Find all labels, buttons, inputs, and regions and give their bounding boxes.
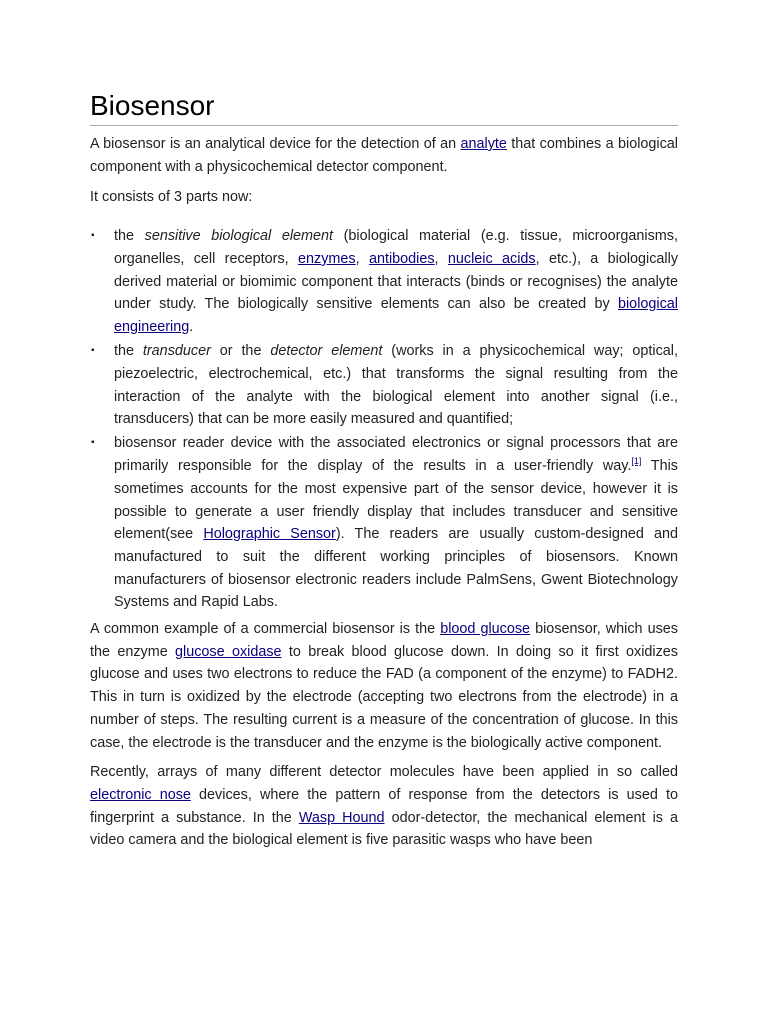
link-electronic-nose[interactable]: electronic nose <box>90 786 191 803</box>
link-enzymes[interactable]: enzymes <box>298 250 356 267</box>
example-paragraph: A common example of a commercial biosensor is the blood glucose biosensor, which uses the enzyme glucose oxidase to break blood glucose down. In doing so it first oxidizes glucose and uses two electrons to reduce the FAD (a component of the enzyme) to FADH2. This in turn is oxidized by the electrode (accepting two electrons from the electrode) in a number of steps. The resulting current is a measure of the concentration of glucose. In this case, the electrode is the transducer and the enzyme is the biologically active component. <box>90 621 679 751</box>
list-item: ▪ the transducer or the detector element (works in a physicochemical way; optical, piezoelectric, electrochemical, etc.) that transforms the signal resulting from the interaction of the analyte with the biological element into another signal (i.e., transducers) that can be more easily measured and quantified; <box>90 340 678 431</box>
link-antibodies[interactable]: antibodies <box>368 250 435 267</box>
article <box>90 88 678 852</box>
intro-paragraph: A biosensor is an analytical device for the detection of an analyte that combines a biological component with a physicochemical detector component. <box>90 136 678 175</box>
parts-intro: It consists of 3 parts now: <box>90 189 253 206</box>
link-nucleic-acids[interactable]: nucleic acids <box>447 250 536 267</box>
page-title: Biosensor <box>90 88 678 126</box>
bullet-icon: ▪ <box>91 437 95 449</box>
link-glucose-oxidase[interactable]: glucose oxidase <box>175 643 282 660</box>
link-blood-glucose[interactable]: blood glucose <box>440 621 531 638</box>
link-holographic-sensor[interactable]: Holographic Sensor <box>203 526 336 543</box>
reference-link-1[interactable]: [1] <box>631 456 642 467</box>
parts-list <box>90 225 678 614</box>
bullet-icon: ▪ <box>91 345 95 357</box>
link-wasp-hound[interactable]: Wasp Hound <box>298 809 385 826</box>
list-item: ▪ biosensor reader device with the associated electronics or signal processors that are primarily responsible for the display of the results in a user-friendly way.[1] This sometimes accounts for the most expensive part of the sensor device, however it is possible to generate a user friendly display that includes transducer and sensitive element(see Holographic Sensor). The readers are usually custom-designed and manufactured to suit the different working principles of biosensors. Known manufacturers of biosensor electronic readers include PalmSens, Gwent Biotechnology Systems and Rapid Labs. <box>90 432 678 614</box>
bullet-icon: ▪ <box>91 230 95 242</box>
list-item: ▪ the sensitive biological element (biological material (e.g. tissue, microorganisms, organelles, cell receptors, enzymes, antibodies, nucleic acids, etc.), a biologically derived material or biomimic component that interacts (binds or recognises) the analyte under study. The biologically sensitive elements can also be created by biological engineering. <box>90 225 678 339</box>
link-biological-engineering[interactable]: biological engineering <box>114 296 678 335</box>
reference-superscript <box>631 456 641 466</box>
link-analyte[interactable]: analyte <box>460 136 507 152</box>
recent-paragraph: Recently, arrays of many different detector molecules have been applied in so called electronic nose devices, where the pattern of response from the detectors is used to fingerprint a substance. In the Wasp Hound odor-detector, the mechanical element is a video camera and the biological element is five parasitic wasps who have been <box>90 764 679 849</box>
